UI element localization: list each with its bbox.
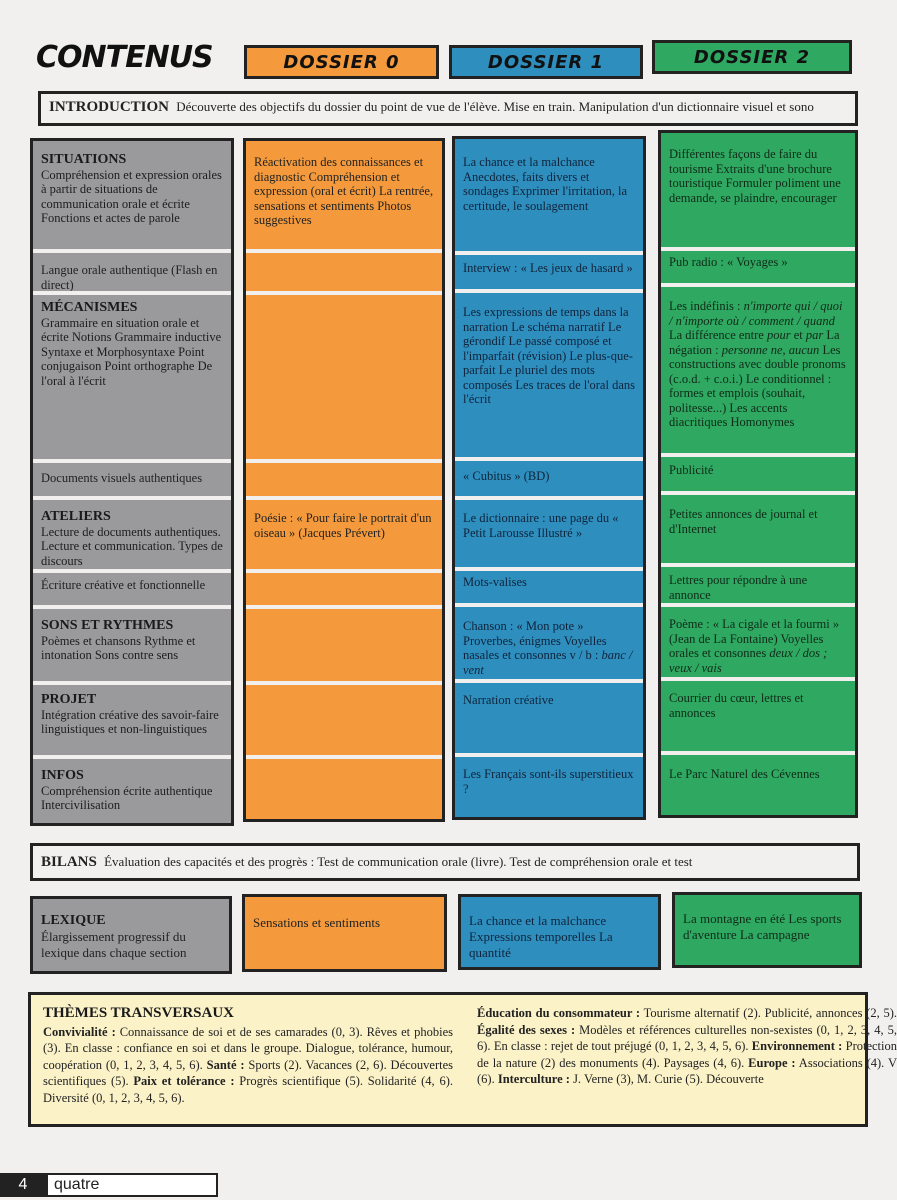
d2-mec-et: et [793,328,803,342]
theme-paix-label: Paix et tolérance : [133,1074,235,1088]
dossier-2-column [658,130,858,818]
lexique-desc: Élargissement progressif du lexique dans chaque section [41,929,187,960]
theme-europe-text: Associations (4). V (6). [477,1055,897,1086]
projet-desc: Intégration créative des savoir-faire linguistiques et non-linguistiques [41,707,219,736]
lexique-d1-cell [458,894,661,970]
theme-europe-label: Europe : [748,1055,796,1070]
d1-infos: Les Français sont-ils superstitieux ? [463,767,634,796]
d1-sons-example: banc / vent [463,648,633,677]
themes-label: THÈMES TRANSVERSAUX [43,1005,235,1021]
themes-transversaux-box [28,992,897,1127]
d1-mecanismes: Les expressions de temps dans la narration Le schéma narratif Le gérondif Le passé composé et l'imparfait (révision) Le plus-que-parfait Le pluriel des mots composés Les traces de l'oral dans l'écrit [463,305,635,406]
d2-mec-rest: Les constructions avec double pronoms (c.o.d. + c.o.i.) Le conditionnel : formes et emplois (souhait, politesse...) Les accents diacritiques Homonymes [669,342,846,429]
d1-sons [455,615,643,681]
theme-convivialite-text: Connaissance de soi et de ses camarades (0, 3). Rêves et phobies (3). En classe : confiance en soi et dans le groupe. Dialogue, tolérance, humour, coopération (0, 1, 2, 3, 4, 5, 6). [43,1024,454,1072]
d2-mec-pour: pour [766,328,791,342]
bilans-banner [30,843,860,881]
theme-environnement-text: Protection de la nature (2) des monuments (4). Paysages (4, 6). [477,1039,897,1070]
introduction-text: Découverte des objectifs du dossier du point de vue de l'élève. Mise en train. Manipulation d'un dictionnaire visuel et sono [176,99,814,114]
d2-ecriture: Lettres pour répondre à une annonce [669,573,808,602]
infos-label-cell [33,765,231,817]
d0-situations: Réactivation des connaissances et diagnostic Compréhension et expression (oral et écrit) La rentrée, sensations et sentiments Photos suggestives [254,155,434,227]
mecanismes-label: MÉCANISMES [41,300,138,315]
lexique-d0: Sensations et sentiments [253,915,381,930]
d2-mec-indefinis-examples: n'importe qui / quoi / n'importe où / comment / quand [669,299,843,328]
theme-sante-text: Sports (2). Vacances (2, 6). Découvertes scientifiques (5). [43,1057,454,1088]
d2-mec-indefinis: Les indéfinis : [669,299,741,313]
dossier-0-column [243,138,445,822]
theme-consommateur-label: Éducation du consommateur : [477,1006,641,1020]
d1-sons-vb: v / b : [569,648,599,662]
dossier-1-column [452,136,646,820]
theme-egalite-text: Modèles et références culturelles non-sexistes (0, 1, 2, 3, 4, 5, 6). En classe : rejet de tout préjugé (0, 1, 2, 3, 4, 5, 6). [477,1022,897,1053]
d2-sons [661,613,855,679]
introduction-label: INTRODUCTION [49,99,170,115]
theme-interculture-label: Interculture : [497,1072,570,1086]
d2-ateliers: Petites annonces de journal et d'Internet [669,507,818,536]
projet-label: PROJET [41,692,97,707]
page-title: CONTENUS [36,40,213,75]
theme-convivialite-label: Convivialité : [43,1024,116,1039]
sons-desc: Poèmes et chansons Rythme et intonation Sons contre sens [41,633,196,662]
d1-documents-visuels: « Cubitus » (BD) [463,469,550,483]
theme-sante-label: Santé : [206,1057,245,1072]
dossier-1-header: DOSSIER 1 [449,45,643,79]
ecriture-label: Écriture créative et fonctionnelle [41,578,206,592]
lexique-d2: La montagne en été Les sports d'aventure La campagne [683,911,842,942]
theme-consommateur-text: Tourisme alternatif (2). Publicité, annonces (2, 5). [640,1006,897,1020]
situations-label-cell [33,149,231,259]
dossier-2-header: DOSSIER 2 [652,40,852,74]
ateliers-label: ATELIERS [41,509,111,524]
sons-label: SONS ET RYTHMES [41,618,174,633]
mecanismes-desc: Grammaire en situation orale et écrite Notions Grammaire inductive Syntaxe et Morphosyntaxe Point conjugaison Point orthographe De l'oral à l'écrit [41,315,222,388]
d0-ateliers: Poésie : « Pour faire le portrait d'un oiseau » (Jacques Prévert) [254,511,432,540]
theme-environnement-label: Environnement : [751,1039,843,1053]
d2-mec-par: par [805,328,824,342]
d2-situations: Différentes façons de faire du tourisme Extraits d'une brochure touristique Formuler poliment une demande, se plaindre, encourager [669,147,841,205]
mecanismes-label-cell [33,297,231,392]
langue-orale-label: Langue orale authentique (Flash en direct) [41,263,218,292]
dossier-0-header: DOSSIER 0 [244,45,439,79]
theme-egalite-label: Égalité des sexes : [477,1022,576,1037]
d1-ecriture: Mots-valises [463,575,527,589]
d1-projet: Narration créative [463,693,554,707]
situations-label: SITUATIONS [41,152,127,167]
d2-mec-negation: La négation : [669,328,840,357]
d2-mecanismes [661,295,855,434]
d1-ateliers: Le dictionnaire : une page du « Petit Larousse Illustré » [463,511,619,540]
d1-langue-orale: Interview : « Les jeux de hasard » [463,261,633,275]
d1-sons-main: Chanson : « Mon pote » Proverbes, énigmes Voyelles nasales et consonnes [463,619,607,662]
row-labels-column [30,138,234,826]
infos-label: INFOS [41,768,84,783]
lexique-d2-cell [672,892,862,968]
themes-left-column [43,1005,453,1106]
bilans-text: Évaluation des capacités et des progrès : Test de communication orale (livre). Test de compréhension orale et test [104,854,693,869]
page-number-word: quatre [46,1173,218,1197]
d1-situations: La chance et la malchance Anecdotes, faits divers et sondages Exprimer l'irritation, la certitude, le soulagement [463,155,628,213]
lexique-d0-cell [242,894,447,972]
introduction-banner [38,91,858,126]
theme-paix-text: Progrès scientifique (5). Solidarité (4, 6). Diversité (0, 1, 2, 3, 4, 5, 6). [43,1074,453,1105]
documents-visuels-label: Documents visuels authentiques [41,471,203,485]
d2-sons-main: Poème : « La cigale et la fourmi » (Jean de La Fontaine) Voyelles orales et consonnes [669,617,840,660]
page-number: 4 [0,1173,46,1197]
bilans-label: BILANS [41,854,97,870]
ateliers-label-cell [33,506,231,572]
infos-desc: Compréhension écrite authentique Intercivilisation [41,783,213,812]
theme-interculture-text: J. Verne (3), M. Curie (5). Découverte [569,1072,764,1086]
sons-label-cell [33,615,231,667]
d2-projet: Courrier du cœur, lettres et annonces [669,691,804,720]
d2-documents-visuels: Publicité [669,463,714,477]
themes-right-column [477,1005,897,1088]
ateliers-desc: Lecture de documents authentiques. Lecture et communication. Types de discours [41,524,223,568]
d2-infos: Le Parc Naturel des Cévennes [669,767,820,781]
d2-mec-difference: La différence entre [669,328,764,342]
projet-label-cell [33,689,231,741]
lexique-label-cell [30,896,232,974]
d2-sons-examples: deux / dos ; veux / vais [669,646,828,675]
lexique-label: LEXIQUE [41,913,106,928]
situations-desc: Compréhension et expression orales à partir de situations de communication orale et écrite Fonctions et actes de parole [41,167,222,225]
lexique-d1: La chance et la malchance Expressions temporelles La quantité [469,913,613,960]
d2-mec-negation-examples: personne ne, aucun [721,342,820,357]
d2-langue-orale: Pub radio : « Voyages » [669,255,788,269]
